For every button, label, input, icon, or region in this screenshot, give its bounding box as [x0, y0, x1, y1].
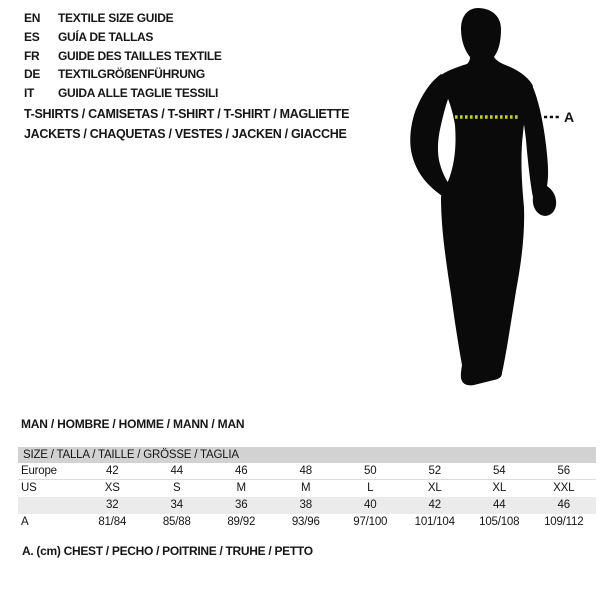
table-row-chest-a [18, 514, 596, 531]
language-label: GUIDE DES TAILLES TEXTILE [58, 48, 222, 63]
table-cell: XL [427, 482, 442, 494]
table-row-europe [18, 463, 596, 480]
language-list [24, 9, 222, 103]
size-table-header: SIZE / TALLA / TAILLE / GRÖSSE / TAGLIA [18, 447, 596, 463]
table-cell: 34 [170, 499, 183, 511]
man-silhouette-figure [395, 0, 580, 400]
table-cell: L [367, 482, 374, 494]
table-cell: 50 [364, 465, 377, 477]
table-row-numeric [18, 497, 596, 514]
table-cell: XS [104, 482, 120, 494]
row-label: Europe [21, 465, 57, 477]
language-code: EN [24, 11, 41, 25]
table-cell: 40 [364, 499, 377, 511]
table-cell: 46 [235, 465, 248, 477]
table-cell: 56 [557, 465, 570, 477]
section-title-man: MAN / HOMBRE / HOMME / MANN / MAN [21, 417, 245, 431]
table-cell: 52 [428, 465, 441, 477]
language-row-es [24, 28, 222, 47]
table-cell: 42 [428, 499, 441, 511]
table-cell: 101/104 [414, 516, 455, 528]
table-cell: 97/100 [353, 516, 388, 528]
language-row-fr [24, 47, 222, 66]
table-cell: 109/112 [544, 516, 584, 528]
table-cell: S [173, 482, 181, 494]
table-cell: 85/88 [162, 516, 191, 528]
language-row-it [24, 84, 222, 103]
language-row-en [24, 9, 222, 28]
language-label: TEXTILE SIZE GUIDE [58, 11, 174, 25]
row-label: US [21, 482, 37, 494]
language-code: FR [24, 48, 40, 63]
category-list [24, 105, 349, 144]
table-cell: 81/84 [98, 516, 127, 528]
language-row-de [24, 65, 222, 84]
row-label [18, 497, 80, 514]
table-cell: 44 [170, 465, 183, 477]
language-label: TEXTILGRÖßENFÜHRUNG [58, 67, 205, 82]
language-code: ES [24, 29, 40, 44]
row-label: A [21, 516, 29, 528]
table-cell: 32 [106, 499, 119, 511]
man-left-arm-silhouette [410, 74, 453, 199]
table-cell: XXL [553, 482, 575, 494]
table-cell: 46 [557, 499, 570, 511]
language-label: GUIDA ALLE TAGLIE TESSILI [58, 86, 219, 101]
language-code: IT [24, 86, 35, 101]
measure-label-a: A [564, 109, 575, 125]
table-row-us [18, 480, 596, 497]
table-cell: 44 [493, 499, 506, 511]
category-tshirts: T-SHIRTS / CAMISETAS / T-SHIRT / T-SHIRT / MAGLIETTE [24, 107, 350, 121]
man-body-silhouette [438, 8, 533, 385]
table-cell: 54 [493, 465, 506, 477]
table-cell: 42 [106, 465, 119, 477]
size-table [18, 447, 596, 531]
table-cell: 89/92 [227, 516, 256, 528]
table-cell: 48 [299, 465, 312, 477]
table-cell: M [301, 482, 311, 494]
table-cell: 93/96 [291, 516, 320, 528]
table-cell: 36 [235, 499, 248, 511]
table-cell: 38 [299, 499, 312, 511]
category-jackets: JACKETS / CHAQUETAS / VESTES / JACKEN / GIACCHE [24, 126, 347, 141]
language-code: DE [24, 67, 41, 82]
language-label: GUÍA DE TALLAS [58, 29, 154, 44]
measurement-footnote: A. (cm) CHEST / PECHO / POITRINE / TRUHE / PETTO [22, 544, 313, 558]
table-cell: XL [492, 482, 507, 494]
table-cell: 105/108 [479, 516, 520, 528]
table-cell: M [236, 482, 246, 494]
